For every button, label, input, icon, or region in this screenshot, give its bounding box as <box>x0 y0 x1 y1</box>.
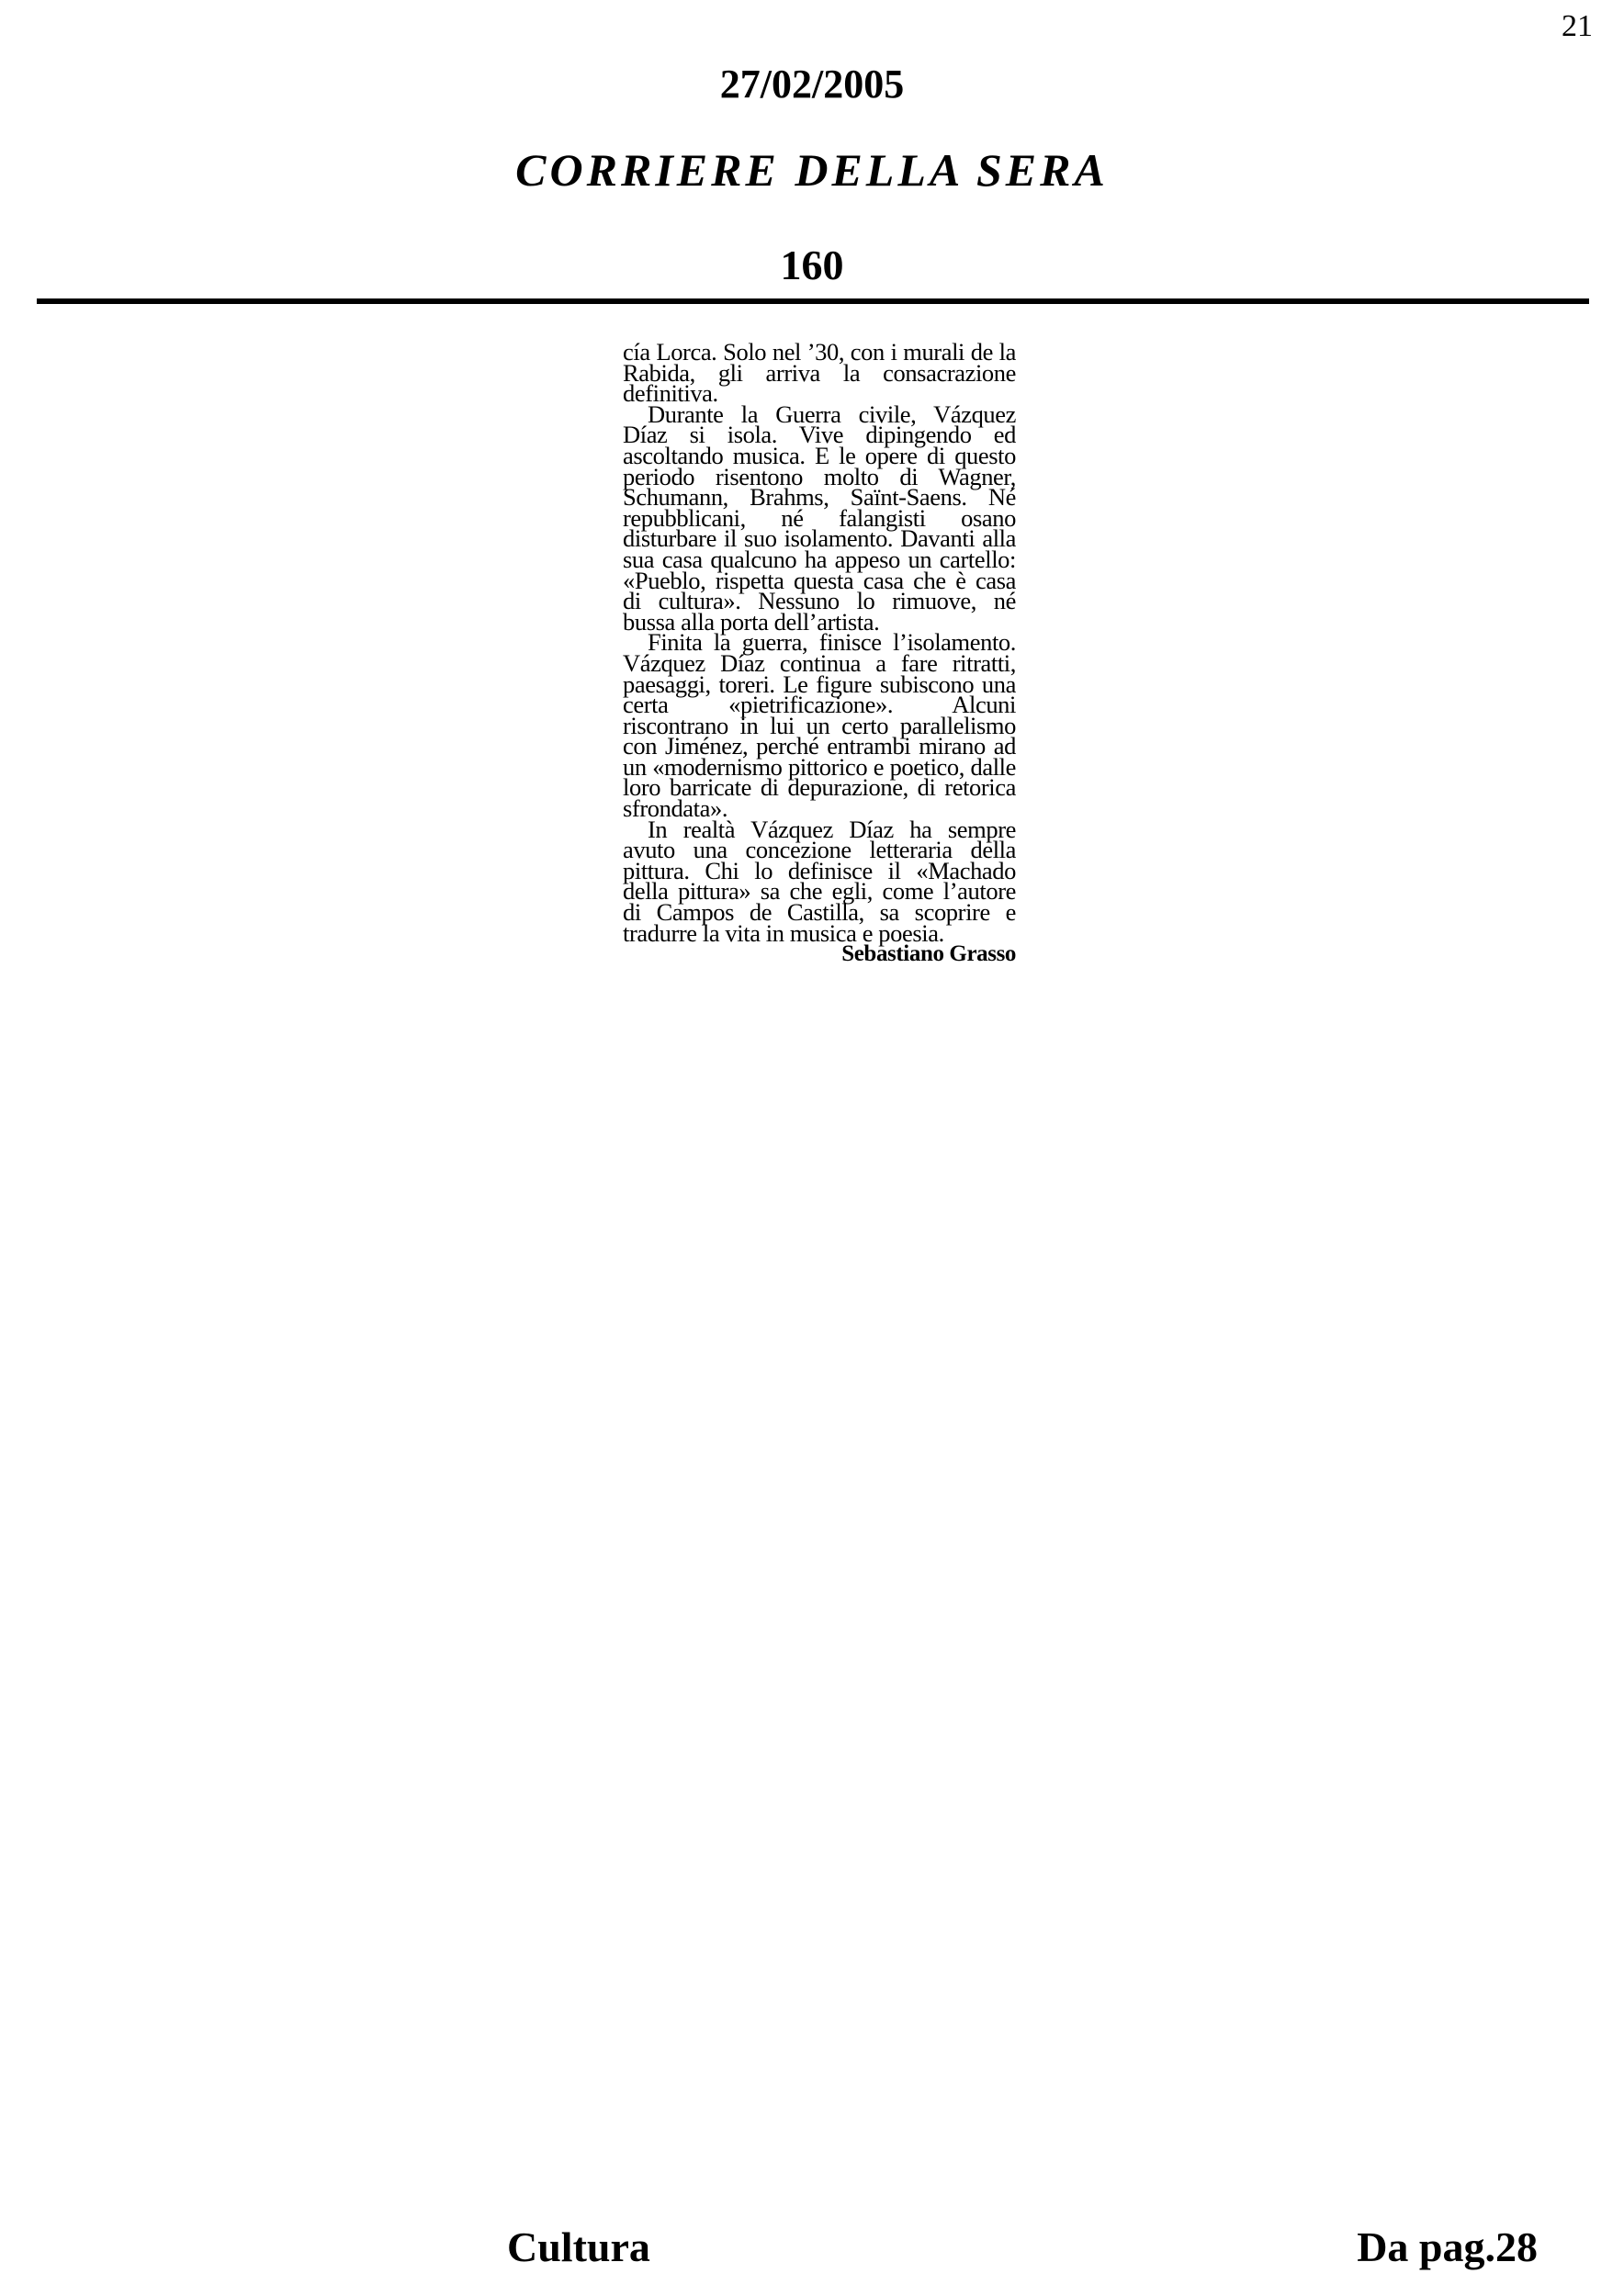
article-paragraph: Finita la guerra, finisce l’isolamento. Vázquez Díaz continua a fare ritratti, paesaggi, toreri. Le figure subiscono una certa «pietrificazione». Alcuni riscontrano in lui un certo parallelismo con Jiménez, perché entrambi mirano ad un «modernismo pittorico e poetico, dalle loro barricate di depurazione, di retorica sfrondata». <box>623 628 1016 823</box>
issue-number: 160 <box>780 242 844 288</box>
article-author: Sebastiano Grasso <box>841 941 1016 967</box>
article-paragraph: In realtà Vázquez Díaz ha sempre avuto una concezione letteraria della pittura. Chi lo definisce il «Machado della pittura» sa che egli, come l’autore di Campos de Castilla, sa scoprire e tradurre la vita in musica e poesia. <box>623 815 1016 947</box>
header-divider <box>37 298 1589 304</box>
article-column <box>623 338 1016 967</box>
article-paragraph: Durante la Guerra civile, Vázquez Díaz si isola. Vive dipingendo ed ascoltando musica. E le opere di questo periodo risentono molto di Wagner, Schumann, Brahms, Saïnt-Saens. Né repubblicani, né falangisti osano disturbare il suo isolamento. Davanti alla sua casa qualcuno ha appeso un cartello: «Pueblo, rispetta questa casa che è casa di cultura». Nessuno lo rimuove, né bussa alla porta dell’artista. <box>623 400 1016 636</box>
section-name: Cultura <box>507 2223 650 2270</box>
article-paragraph: cía Lorca. Solo nel ’30, con i murali de la Rabida, gli arriva la consacrazione definitiva. <box>623 338 1016 408</box>
continued-from-page: Da pag.28 <box>1357 2223 1538 2270</box>
page-number: 21 <box>1562 9 1593 43</box>
newspaper-name: CORRIERE DELLA SERA <box>515 144 1109 196</box>
publication-date: 27/02/2005 <box>719 62 905 107</box>
